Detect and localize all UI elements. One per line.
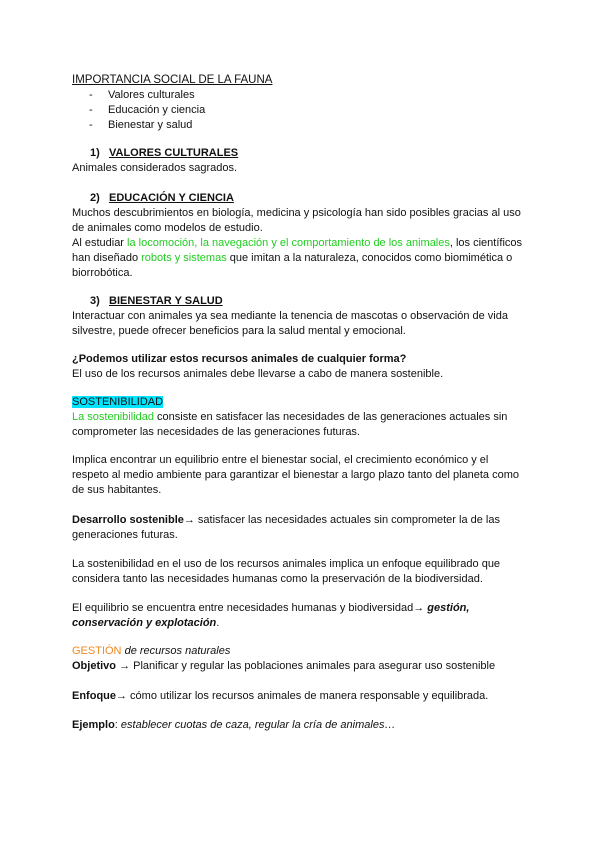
paragraph: Enfoque→ cómo utilizar los recursos animales de manera responsable y equilibrada. — [72, 690, 489, 702]
page-title: IMPORTANCIA SOCIAL DE LA FAUNA — [72, 74, 273, 86]
list-item: - Educación y ciencia — [72, 103, 527, 118]
section-heading-bienestar: 3) BIENESTAR Y SALUD — [90, 295, 223, 307]
paragraph: Desarrollo sostenible→ satisfacer las necesidades actuales sin comprometer la de las generaciones futuras. — [72, 514, 500, 541]
list-item: - Valores culturales — [72, 88, 527, 103]
paragraph: Implica encontrar un equilibrio entre el bienestar social, el crecimiento económico y el respeto al medio ambiente para garantizar el bienestar a largo plazo tanto del planeta como de sus habitantes. — [72, 454, 519, 496]
question-heading: ¿Podemos utilizar estos recursos animales de cualquier forma? — [72, 353, 407, 365]
paragraph: Interactuar con animales ya sea mediante la tenencia de mascotas o observación de vida silvestre, puede ofrecer beneficios para la salud mental y emocional. — [72, 310, 508, 337]
paragraph: Ejemplo: establecer cuotas de caza, regular la cría de animales… — [72, 719, 396, 731]
paragraph: Animales considerados sagrados. — [72, 162, 238, 174]
highlighted-text: robots y sistemas — [141, 252, 227, 264]
section-heading-valores: 1) VALORES CULTURALES — [90, 147, 239, 159]
section-heading-sostenibilidad: SOSTENIBILIDAD — [72, 396, 164, 408]
paragraph: El uso de los recursos animales debe llevarse a cabo de manera sostenible. — [72, 368, 444, 380]
section-heading-gestion: GESTIÓN de recursos naturales — [72, 645, 231, 657]
list-item: - Bienestar y salud — [72, 118, 527, 133]
section-heading-educacion: 2) EDUCACIÓN Y CIENCIA — [90, 192, 234, 204]
paragraph: Muchos descubrimientos en biología, medicina y psicología han sido posibles gracias al uso de animales como modelos de estudio. Al estudiar la locomoción, la navegación y el comportamiento de los animales, los científicos han diseñado robots y sistemas que imitan a la naturaleza, conocidos como biomimética o biorrobótica. — [72, 207, 523, 279]
highlighted-text: la locomoción, la navegación y el comportamiento de los animales — [127, 237, 450, 249]
paragraph: Objetivo → Planificar y regular las poblaciones animales para asegurar uso sostenible — [72, 660, 496, 672]
paragraph: El equilibrio se encuentra entre necesidades humanas y biodiversidad→ gestión, conservación y explotación. — [72, 602, 470, 629]
bullet-list — [72, 88, 527, 133]
paragraph: La sostenibilidad en el uso de los recursos animales implica un enfoque equilibrado que considera tanto las necesidades humanas como la preservación de la biodiversidad. — [72, 558, 501, 585]
highlighted-text: La sostenibilidad — [72, 411, 154, 423]
paragraph: La sostenibilidad consiste en satisfacer las necesidades de las generaciones actuales sin comprometer las necesidades de las generaciones futuras. — [72, 411, 508, 438]
